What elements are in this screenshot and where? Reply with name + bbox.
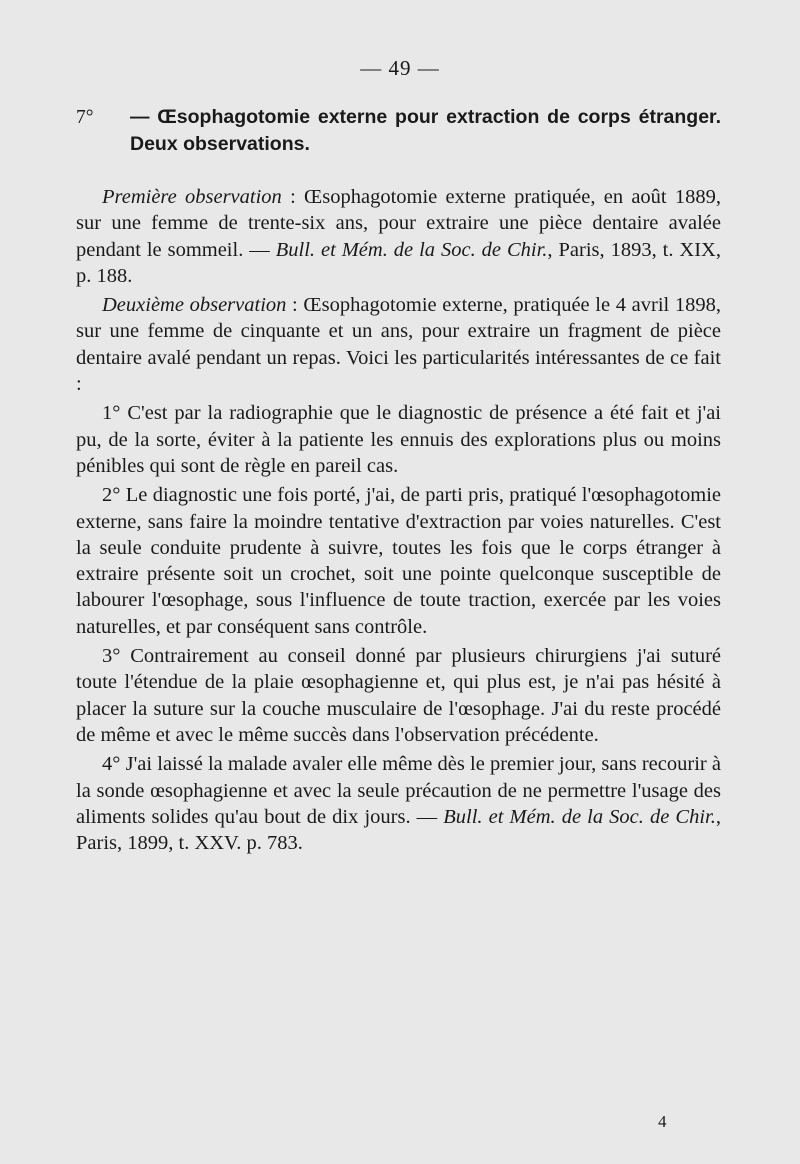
point-3: 3° Contrairement au conseil donné par plusieurs chirurgiens j'ai suturé toute l'étendue de la plaie œsophagienne et, qui plus est, je n'ai pas hésité à placer la suture sur la couche musculaire de l'œsophage. J'ai du reste procédé de même et avec le même succès dans l'observation précédente. xyxy=(76,645,721,746)
observation-1-reference-tail: , Paris, 1893, t. XIX, p. 188. xyxy=(76,238,721,287)
point-4 xyxy=(76,751,721,856)
observation-1-label: Première observation xyxy=(102,186,282,208)
body-text xyxy=(76,104,721,856)
observation-1-text: : Œsophagotomie externe pratiquée, en août 1889, sur une femme de trente-six ans, pour extraire une pièce dentaire avalée pendant le sommeil. — xyxy=(76,186,721,261)
observation-2-text: : Œsophagotomie externe, pratiquée le 4 avril 1898, sur une femme de cinquante et un ans, pour extraire un fragment de pièce dentaire avalé pendant un repas. Voici les particularités intéressantes de ce fait : xyxy=(76,294,721,396)
section-title: — Œsophagotomie externe pour extraction de corps étranger. Deux observations. xyxy=(130,106,721,155)
point-2: 2° Le diagnostic une fois porté, j'ai, de parti pris, pratiqué l'œsophagotomie externe, sans faire la moindre tentative d'extraction par voies naturelles. C'est la seule conduite prudente à suivre, toutes les fois que le corps étranger à extraire présente soit un crochet, soit une pointe quelconque susceptible de labourer l'œsophage, sous l'influence de toute traction, exercée par les voies naturelles, et par conséquent sans contrôle. xyxy=(76,484,721,638)
point-4-text: 4° J'ai laissé la malade avaler elle même dès le premier jour, sans recourir à la sonde œsophagienne et avec la seule précaution de ne permettre l'usage des aliments solides qu'au bout de dix jours. — xyxy=(76,753,721,828)
point-4-reference-tail: , Paris, 1899, t. XXV. p. 783. xyxy=(76,805,722,855)
section-heading xyxy=(76,104,721,158)
signature-mark: 4 xyxy=(658,1112,667,1131)
point-4-reference: Bull. et Mém. de la Soc. de Chir. xyxy=(443,805,716,828)
point-1: 1° C'est par la radiographie que le diagnostic de présence a été fait et j'ai pu, de la sorte, éviter à la patiente les ennuis des explorations plus ou moins pénibles qui sont de règle en pareil cas. xyxy=(76,402,721,477)
observation-1-reference: Bull. et Mém. de la Soc. de Chir. xyxy=(275,238,548,261)
section-number: 7° xyxy=(76,107,94,128)
observation-2-label: Deuxième observation xyxy=(102,294,287,317)
observation-2 xyxy=(76,292,721,397)
page-number: — 49 — xyxy=(360,56,440,80)
observation-1 xyxy=(76,184,721,289)
